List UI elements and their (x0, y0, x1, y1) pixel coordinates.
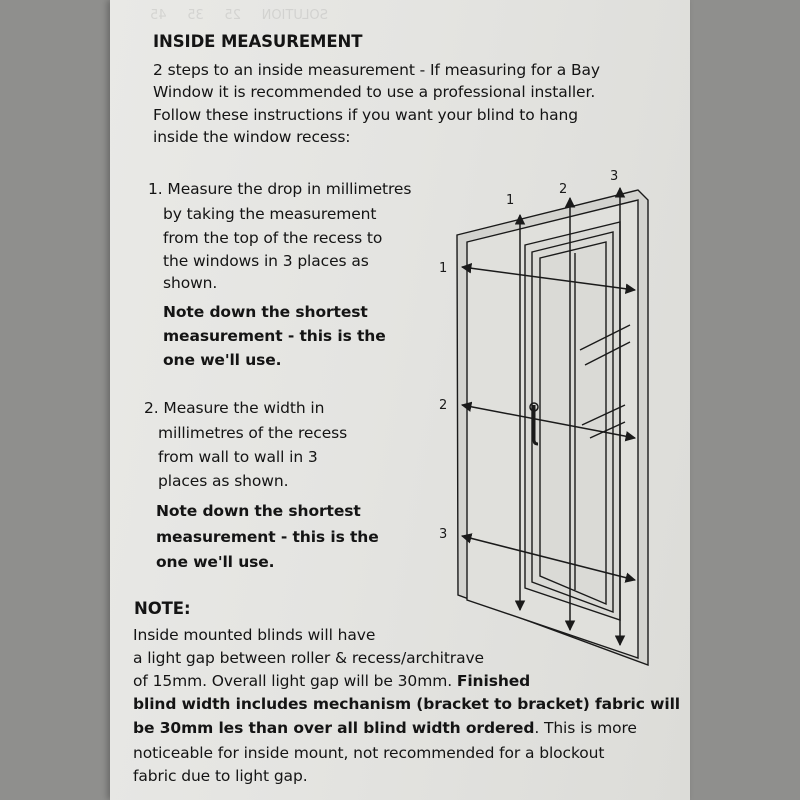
top-label-2: 2 (559, 182, 568, 197)
intro-line-3: Follow these instructions if you want your blind to hang (153, 106, 579, 124)
note-line-2: a light gap between roller & recess/architrave (133, 649, 484, 667)
intro-line-2: Window it is recommended to use a professional installer. (153, 83, 596, 101)
note-line-5 (133, 717, 637, 739)
note-line-6: noticeable for inside mount, not recommended for a blockout (133, 744, 605, 762)
step2-note-1: Note down the shortest (156, 502, 361, 520)
side-label-1: 1 (439, 261, 448, 276)
intro-line-4: inside the window recess: (153, 128, 351, 146)
note-line-3-regular: of 15mm. Overall light gap will be 30mm. (133, 672, 453, 690)
side-label-3: 3 (439, 527, 448, 542)
show-through-text: SOLUTION 25 35 45 (150, 8, 328, 23)
side-label-2: 2 (439, 398, 448, 413)
step1-line-5: shown. (163, 274, 218, 292)
step1-line-1: 1. Measure the drop in millimetres (148, 180, 412, 198)
note-line-5-bold: be 30mm les than over all blind width ordered (133, 719, 535, 737)
note-line-3-bold: Finished (456, 672, 531, 690)
step1-note-3: one we'll use. (163, 351, 282, 369)
note-line-5-regular: . This is more (534, 719, 637, 737)
note-heading: NOTE: (134, 599, 191, 618)
note-line-4: blind width includes mechanism (bracket to bracket) fabric will (133, 695, 681, 713)
top-label-1: 1 (506, 193, 515, 208)
step1-line-4: the windows in 3 places as (163, 252, 369, 270)
window-recess-diagram (430, 160, 660, 680)
step1-line-3: from the top of the recess to (163, 229, 383, 247)
top-label-3: 3 (610, 169, 619, 184)
note-line-1: Inside mounted blinds will have (133, 626, 376, 644)
note-line-3 (133, 670, 530, 692)
note-line-7: fabric due to light gap. (133, 767, 308, 785)
intro-line-1: 2 steps to an inside measurement - If measuring for a Bay (153, 61, 600, 79)
step2-line-1: 2. Measure the width in (144, 399, 325, 417)
step1-line-2: by taking the measurement (163, 205, 377, 223)
step2-note-3: one we'll use. (156, 553, 275, 571)
step2-note-2: measurement - this is the (156, 528, 379, 546)
step1-note-1: Note down the shortest (163, 303, 368, 321)
step2-line-2: millimetres of the recess (158, 424, 348, 442)
step1-note-2: measurement - this is the (163, 327, 386, 345)
page-title: INSIDE MEASUREMENT (153, 32, 363, 51)
step2-line-4: places as shown. (158, 472, 289, 490)
step2-line-3: from wall to wall in 3 (158, 448, 318, 466)
